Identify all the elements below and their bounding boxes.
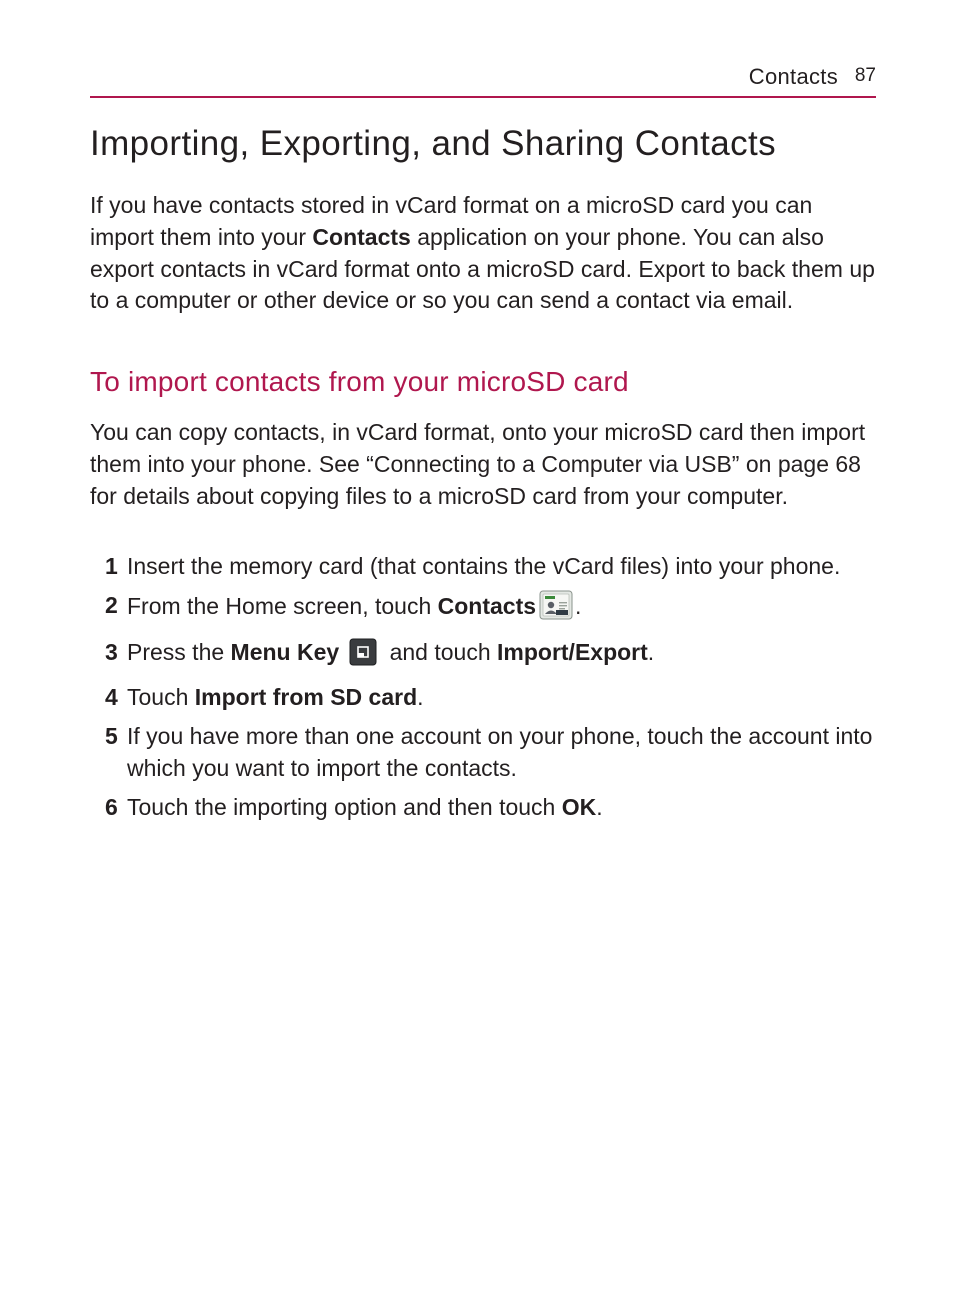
page-title: Importing, Exporting, and Sharing Contacts: [90, 124, 777, 163]
step-number: 6: [105, 794, 118, 821]
step-number: 1: [105, 553, 118, 579]
step-2-text-after: .: [575, 593, 582, 620]
contacts-app-icon: [539, 590, 573, 629]
page-number: 87: [854, 65, 876, 86]
step-2: [105, 590, 885, 629]
step-4-bold-import-sd: Import from SD card: [194, 683, 418, 710]
step-number: 4: [105, 683, 118, 710]
steps-list: [105, 551, 885, 832]
step-6-text-after: .: [596, 794, 603, 821]
step-3-text-before: Press the: [127, 638, 231, 665]
step-5: [105, 721, 885, 785]
intro-paragraph: [90, 190, 880, 317]
menu-key-icon: [349, 638, 377, 675]
step-2-bold-contacts: Contacts: [437, 593, 537, 620]
step-number: 3: [105, 638, 118, 665]
step-text: [127, 590, 885, 629]
step-4: [105, 682, 885, 714]
section-paragraph: You can copy contacts, in vCard format, onto your microSD card then import them into your phone. See “Connecting to a Computer via USB” on page 68 for details about copying files to a microSD card from your computer.: [90, 419, 866, 509]
step-3-bold-import-export: Import/Export: [497, 638, 648, 665]
step-number: 2: [105, 592, 118, 619]
step-4-text-after: .: [417, 683, 424, 710]
step-6: [105, 792, 885, 824]
intro-text-1: If you have contacts stored in vCard format on a microSD card you can import them into your: [90, 192, 813, 250]
intro-bold-contacts: Contacts: [312, 223, 411, 250]
step-text: Insert the memory card (that contains the vCard files) into your phone.: [127, 553, 841, 579]
step-6-text-before: Touch the importing option and then touch: [127, 794, 562, 821]
step-3-text-after: .: [647, 638, 655, 665]
step-text: If you have more than one account on your phone, touch the account into which you want to import the contacts.: [127, 723, 873, 781]
section-heading: To import contacts from your microSD card: [90, 366, 629, 397]
intro-text-2: application on your phone. You can also export contacts in vCard format onto a microSD card. Export to back them up to a computer or other device or so you can send a contact via email.: [90, 223, 875, 314]
step-4-text-before: Touch: [127, 683, 195, 710]
step-number: 5: [105, 723, 118, 750]
step-2-text-before: From the Home screen, touch: [127, 593, 438, 620]
step-text: [127, 682, 885, 714]
step-3-bold-menu-key: Menu Key: [230, 638, 340, 665]
step-3-text-mid: and touch: [383, 638, 497, 665]
step-text: [127, 792, 885, 824]
step-3: [105, 637, 885, 675]
running-header-section: Contacts: [748, 64, 838, 89]
step-1: [105, 551, 885, 583]
step-6-bold-ok: OK: [561, 794, 597, 821]
step-text: [127, 637, 885, 675]
running-header: [90, 62, 876, 98]
